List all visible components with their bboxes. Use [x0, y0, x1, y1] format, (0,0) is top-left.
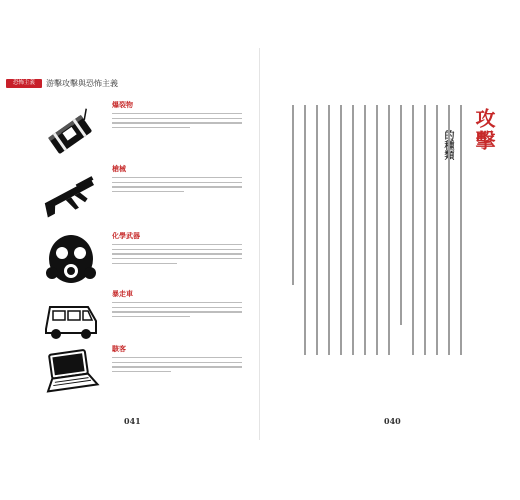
van-icon [40, 289, 102, 351]
section-tag: 恐怖主義 [6, 79, 42, 88]
item-description [112, 244, 242, 267]
item-title: 駭客 [112, 345, 126, 353]
page-number-left: 041 [124, 416, 141, 426]
item-title: 化學武器 [112, 232, 140, 240]
laptop-icon [40, 344, 102, 406]
item-description [112, 357, 242, 376]
page-divider [259, 48, 260, 440]
gas-mask-icon [40, 231, 102, 293]
item-description [112, 113, 242, 132]
assault-rifle-icon [40, 164, 102, 226]
chapter-title: 游擊攻擊與恐怖主義 [46, 79, 118, 88]
dynamite-bomb-icon [40, 100, 102, 162]
item-description [112, 302, 242, 321]
item-title: 槍械 [112, 165, 126, 173]
section-heading: 攻擊 [472, 108, 496, 152]
item-title: 暴走車 [112, 290, 133, 298]
item-title: 爆裂物 [112, 101, 133, 109]
item-description [112, 177, 242, 196]
page-number-right: 040 [384, 416, 401, 426]
